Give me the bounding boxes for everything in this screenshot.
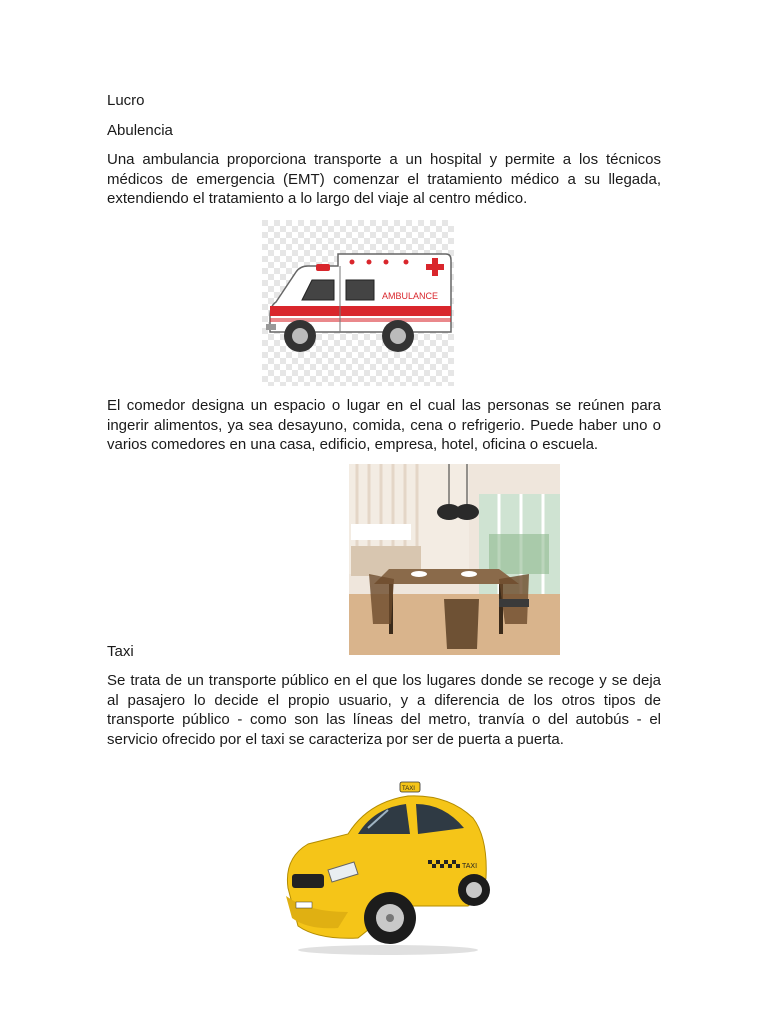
dining-room-image [349,464,560,655]
section-heading-ambulance: Abulencia [107,122,173,139]
ambulance-image [262,220,454,386]
taxi-side-label: TAXI [462,863,478,870]
taxi-image [278,778,490,958]
paragraph-ambulance: Una ambulancia proporciona transporte a un hospital y permite a los técnicos médicos de emergencia (EMT) comenzar el tratamiento médico a su llegada, extendiendo el tratamiento a lo largo del viaje al centro médico. [107,151,661,208]
taxi-roof-label: TAXI [402,786,415,792]
paragraph-dining-room: El comedor designa un espacio o lugar en el cual las personas se reúnen para ingerir alimentos, ya sea desayuno, comida, cena o refrigerio. Puede haber uno o varios comedores en una casa, edificio, empresa, hotel, oficina o escuela. [107,397,661,454]
section-heading-taxi: Taxi [107,643,134,660]
paragraph-taxi: Se trata de un transporte público en el que los lugares donde se recoge y se deja al pasajero lo decide el propio usuario, y a diferencia de los otros tipos de transporte público - como son las líneas del metro, tranvía o del autobús - el servicio ofrecido por el taxi se caracteriza por ser de puerta a puerta. [107,672,661,748]
ambulance-label: AMBULANCE [382,291,439,301]
document-title: Lucro [107,92,145,109]
